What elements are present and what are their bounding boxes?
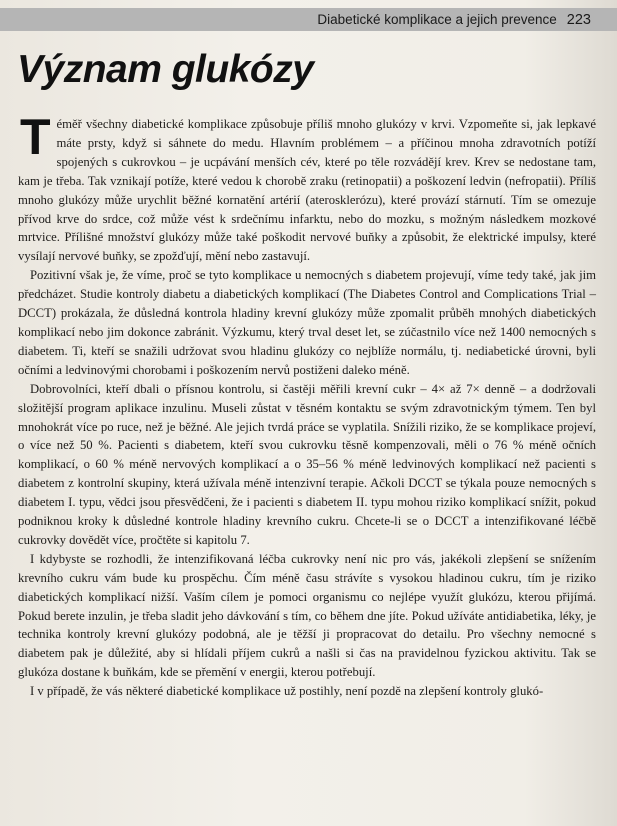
body-text [18, 109, 596, 701]
paragraph: I v případě, že vás některé diabetické komplikace už postihly, není pozdě na zlepšení kontroly glukó- [30, 684, 544, 699]
paragraph: Dobrovolníci, kteří dbali o přísnou kontrolu, si častěji měřili krevní cukr – 4× až 7× denně – a dodržovali složitější program aplikace inzulinu. Museli zůstat v těsném kontaktu se svým zdravotnickým týmem. Ten byl mnohokrát více po ruce, než je běžné. Ale jejich tvrdá práce se vyplatila. Snížili riziko, že se komplikace projeví, o více než 50 %. Pacienti s diabetem, kteří svou cukrovku těsně kompenzovali, měli o 76 % méně očních komplikací, o 60 % méně nervových komplikací a o 35–56 % méně ledvinových komplikací než pacienti s diabetem z kontrolní skupiny, která užívala méně intenzivní terapie. Ačkoli DCCT se týkala pouze nemocných s diabetem I. typu, vědci jsou přesvědčeni, že i pacienti s diabetem II. typu mohou riziko komplikací snížit, pokud podniknou kroky k důsledné kontrole hladiny krevního cukru. Chcete-li se o DCCT a intenzifikované léčbě cukrovky dovědět více, pročtěte si kapitolu 7. [18, 381, 596, 547]
paragraph: Téměř všechny diabetické komplikace způsobuje příliš mnoho glukózy v krvi. Vzpomeňte si, jak lepkavé máte prsty, když si sáhnete do medu. Hlavním problémem – a příčinou mnoha zdravotních potíží spojených s cukrovkou – je ucpávání menších cév, které po těle rozvádějí krev. Krev se nedostane tam, kam je třeba. Tak vznikají potíže, které vedou k chorobě zraku (retinopatii) a poškození ledvin (nefropatii). Příliš mnoho glukózy může urychlit běžné kornatění artérií (aterosklerózu), které provází stárnutí. Tím se omezuje přívod krve do srdce, což může vést k srdečnímu infarktu, nebo do mozku, s možným následkem mozkové mrtvice. Přílišné množství glukózy může také poškodit nervové buňky a způsobit, že elektrické impulsy, které vysílají nervové buňky, se zpožďují, mění nebo zastavují. [18, 109, 596, 264]
section-title: Význam glukózy [17, 48, 314, 91]
running-header [0, 8, 617, 31]
drop-cap: T [20, 109, 51, 165]
running-title: Diabetické komplikace a jejich prevence [317, 12, 557, 27]
paragraph: I kdybyste se rozhodli, že intenzifikovaná léčba cukrovky není nic pro vás, jakékoli zlepšení se snížením krevního cukru vám bude ku prospěchu. Čím méně času strávíte s vysokou hladinou cukru, tím je riziko diabetických komplikací nižší. Vaším cílem je pomoci organismu co nejlépe využít glukózu, kterou přijímá. Pokud berete inzulin, je třeba sladit jeho dávkování s tím, co během dne jíte. Pokud užíváte antidiabetika, léky, je technika kontroly krevní glukózy podobná, ale je těžší ji propracovat do detailu. Pro všechny nemocné s diabetem pak je důležité, aby si hlídali příjem cukrů a našli si čas na pravidelnou fyzickou aktivitu. Tak se glukóza dostane k buňkám, kde se přemění v energii, kterou potřebují. [18, 551, 596, 680]
paragraph: Pozitivní však je, že víme, proč se tyto komplikace u nemocných s diabetem projevují, víme tedy také, jak jim předcházet. Studie kontroly diabetu a diabetických komplikací (The Diabetes Control and Complications Trial – DCCT) prokázala, že důsledná kontrola hladiny krevní glukózy může zpomalit průběh mnohých diabetických komplikací nebo jim dokonce zabránit. Výzkumu, který trval deset let, se zúčastnilo více než 1400 nemocných s diabetem. Ti, kteří se snažili udržovat svou hladinu glukózy co nejblíže normálu, tj. nediabetické úrovni, byli očními a ledvinovými chorobami i poškozením nervů postiženi daleko méně. [18, 268, 596, 377]
page-number: 223 [566, 12, 591, 28]
